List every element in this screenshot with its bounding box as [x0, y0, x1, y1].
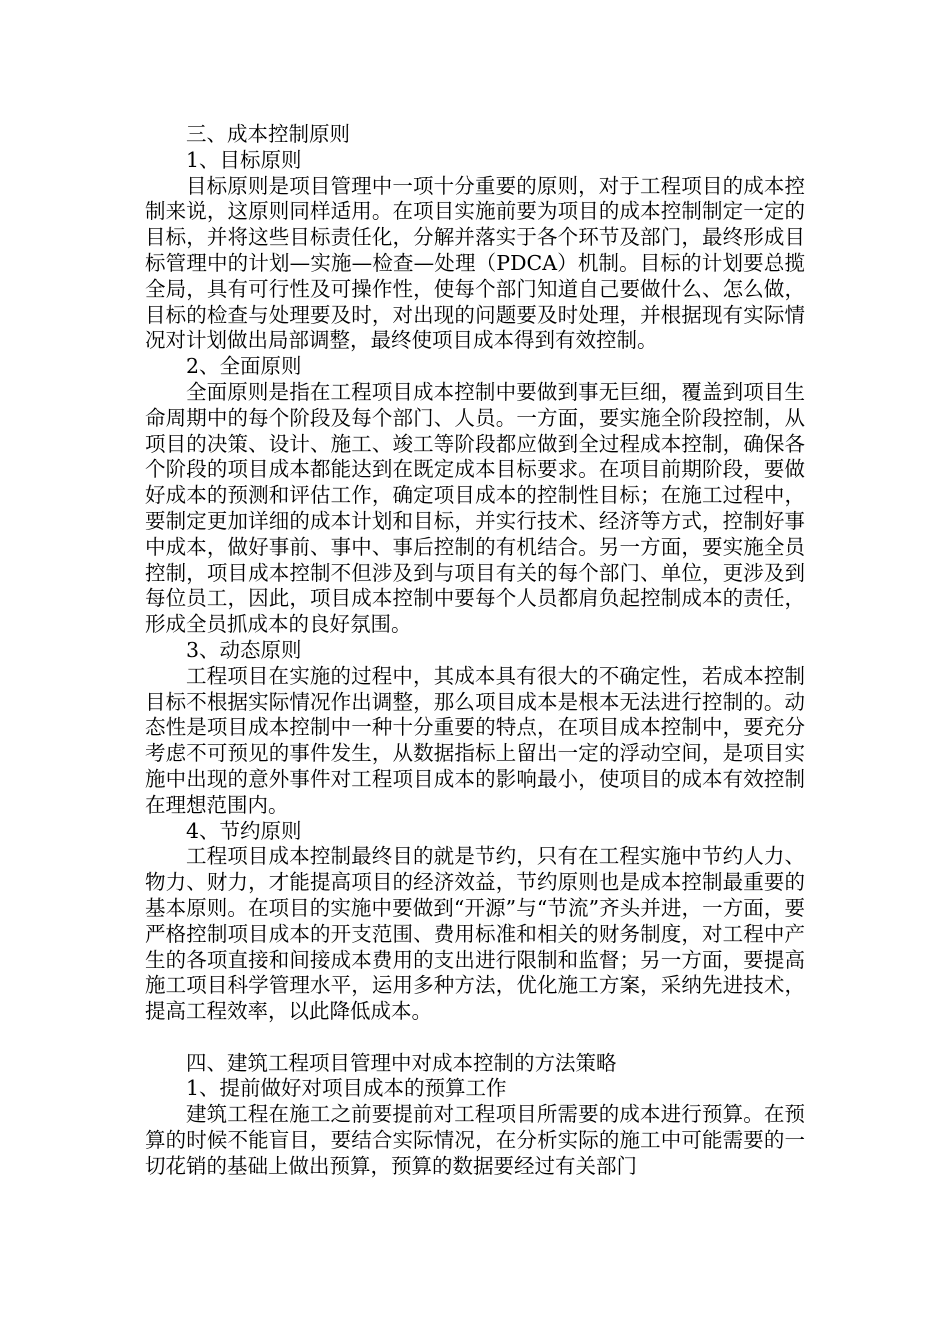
section-heading-cost-control-principles: 三、成本控制原则: [186, 122, 350, 146]
paragraph-saving-principle: 工程项目成本控制最终目的就是节约，只有在工程实施中节约人力、物力、财力，才能提高项目的经济效益，节约原则也是成本控制最重要的基本原则。在项目的实施中要做到“开源”与“节流”齐头并进，一方面，要严格控制项目成本的开支范围、费用标准和相关的财务制度，对工程中产生的各项直接和间接成本费用的支出进行限制和监督；另一方面，要提高施工项目科学管理水平，运用多种方法，优化施工方案，采纳先进技术，提高工程效率，以此降低成本。: [145, 844, 805, 1024]
paragraph-dynamic-principle: 工程项目在实施的过程中，其成本具有很大的不确定性，若成本控制目标不根据实际情况作出调整，那么项目成本是根本无法进行控制的。动态性是项目成本控制中一种十分重要的特点，在项目成本控制中，要充分考虑不可预见的事件发生，从数据指标上留出一定的浮动空间，是项目实施中出现的意外事件对工程项目成本的影响最小，使项目的成本有效控制在理想范围内。: [145, 663, 805, 817]
paragraph-budget-in-advance: 建筑工程在施工之前要提前对工程项目所需要的成本进行预算。在预算的时候不能盲目，要结合实际情况，在分析实际的施工中可能需要的一切花销的基础上做出预算，预算的数据要经过有关部门: [145, 1102, 805, 1178]
subheading-comprehensive-principle: 2、全面原则: [186, 354, 302, 379]
blank-line: [145, 1025, 805, 1051]
paragraph-comprehensive-principle: 全面原则是指在工程项目成本控制中要做到事无巨细，覆盖到项目生命周期中的每个阶段及每个部门、人员。一方面，要实施全阶段控制，从项目的决策、设计、施工、竣工等阶段都应做到全过程成本控制，确保各个阶段的项目成本都能达到在既定成本目标要求。在项目前期阶段，要做好成本的预测和评估工作，确定项目成本的控制性目标；在施工过程中，要制定更加详细的成本计划和目标，并实行技术、经济等方式，控制好事中成本，做好事前、事中、事后控制的有机结合。另一方面，要实施全员控制，项目成本控制不但涉及到与项目有关的每个部门、单位，更涉及到每位员工，因此，项目成本控制中要每个人员都肩负起控制成本的责任，形成全员抓成本的良好氛围。: [145, 379, 805, 637]
paragraph-target-principle: 目标原则是项目管理中一项十分重要的原则，对于工程项目的成本控制来说，这原则同样适用。在项目实施前要为项目的成本控制制定一定的目标，并将这些目标责任化，分解并落实于各个环节及部门，最终形成目标管理中的计划—实施—检查—处理（PDCA）机制。目标的计划要总揽全局，具有可行性及可操作性，使每个部门知道自己要做什么、怎么做，目标的检查与处理要及时，对出现的问题要及时处理，并根据现有实际情况对计划做出局部调整，最终使项目成本得到有效控制。: [145, 173, 805, 353]
subheading-dynamic-principle: 3、动态原则: [186, 637, 302, 662]
section-heading-cost-control-methods: 四、建筑工程项目管理中对成本控制的方法策略: [186, 1050, 617, 1075]
subheading-target-principle: 1、目标原则: [186, 147, 302, 172]
subheading-saving-principle: 4、节约原则: [186, 818, 302, 843]
document-body: [145, 122, 805, 1180]
subheading-budget-in-advance: 1、提前做好对项目成本的预算工作: [186, 1076, 507, 1101]
